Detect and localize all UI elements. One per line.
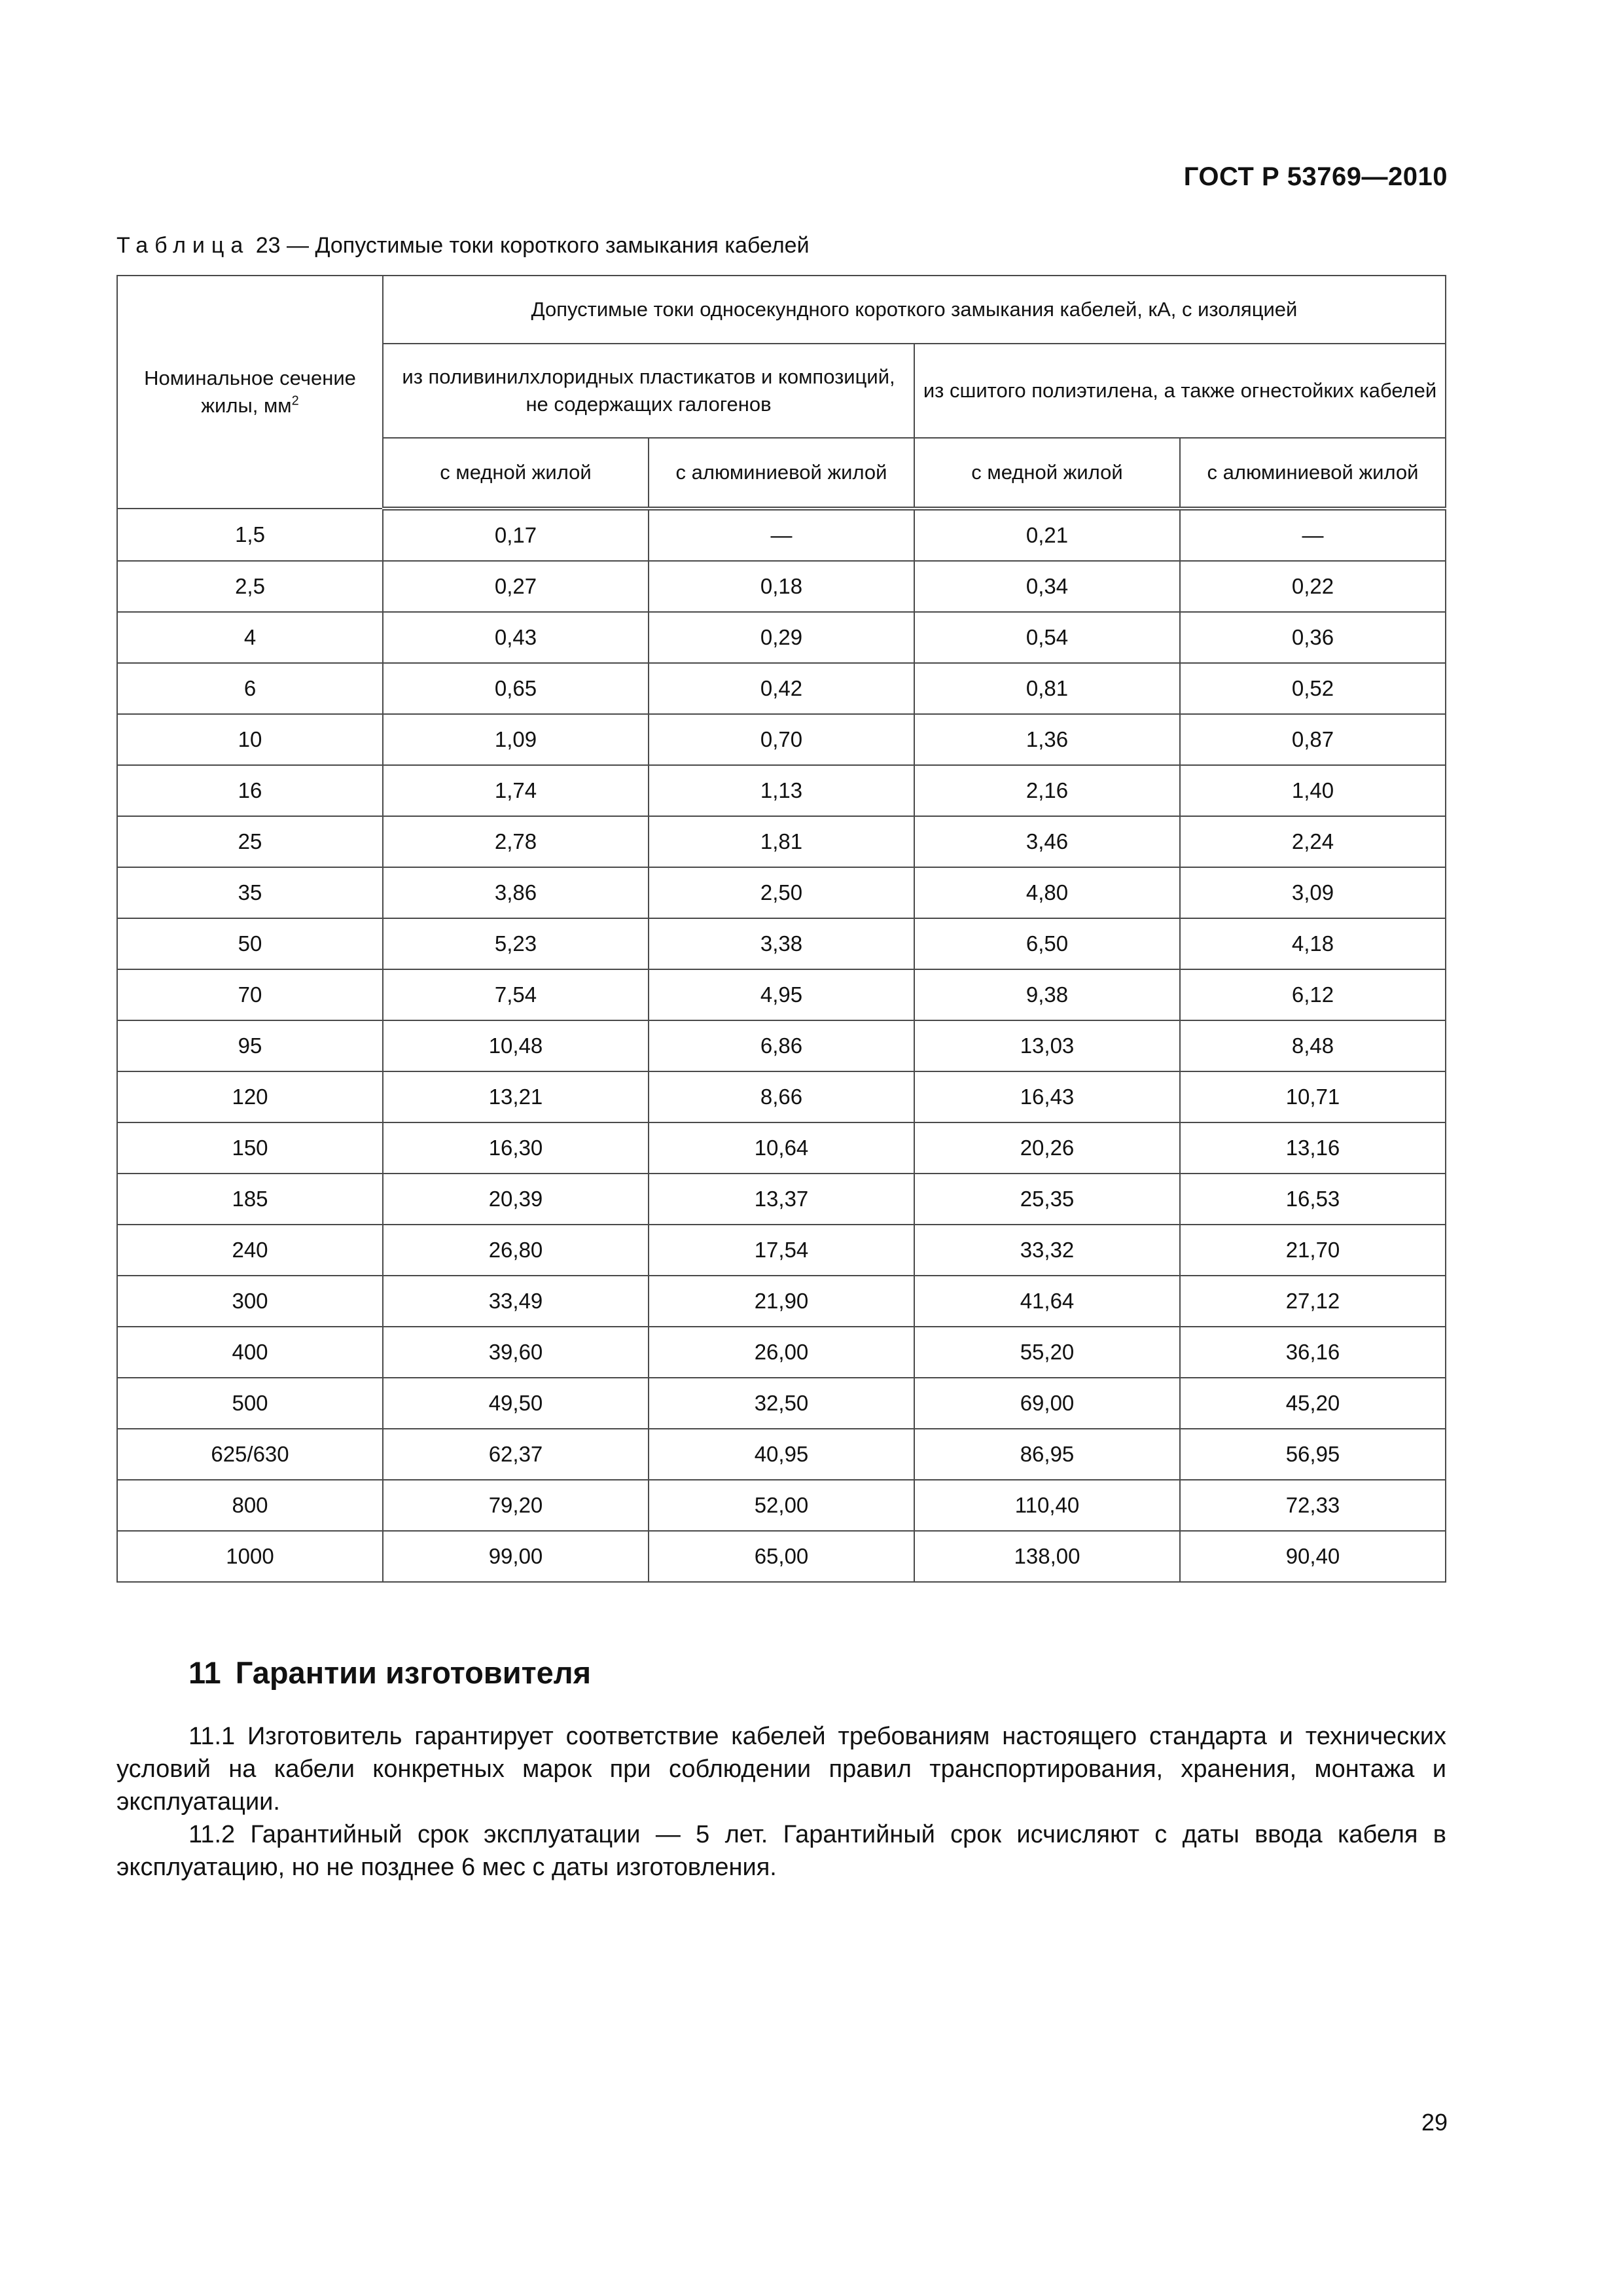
header-pvc-aluminium: с алюминиевой жилой <box>649 438 914 509</box>
xlpe-aluminium-cell: — <box>1180 509 1446 561</box>
pvc-copper-cell: 26,80 <box>383 1225 649 1276</box>
xlpe-copper-cell: 69,00 <box>914 1378 1180 1429</box>
table-row <box>117 1020 1446 1071</box>
table-row <box>117 1122 1446 1174</box>
table-row <box>117 765 1446 816</box>
xlpe-aluminium-cell: 2,24 <box>1180 816 1446 867</box>
pvc-aluminium-cell: 32,50 <box>649 1378 914 1429</box>
cross-section-cell: 625/630 <box>117 1429 383 1480</box>
xlpe-aluminium-cell: 36,16 <box>1180 1327 1446 1378</box>
paragraph-11-1 <box>116 1720 1446 1818</box>
xlpe-copper-cell: 2,16 <box>914 765 1180 816</box>
xlpe-aluminium-cell: 3,09 <box>1180 867 1446 918</box>
header-xlpe-aluminium: с алюминиевой жилой <box>1180 438 1446 509</box>
header-cross-section-label: Номинальное сечение жилы, мм <box>144 367 356 417</box>
table-row <box>117 1480 1446 1531</box>
xlpe-aluminium-cell: 72,33 <box>1180 1480 1446 1531</box>
xlpe-copper-cell: 20,26 <box>914 1122 1180 1174</box>
pvc-copper-cell: 0,17 <box>383 509 649 561</box>
xlpe-copper-cell: 0,54 <box>914 612 1180 663</box>
cross-section-cell: 6 <box>117 663 383 714</box>
xlpe-copper-cell: 4,80 <box>914 867 1180 918</box>
pvc-aluminium-cell: 40,95 <box>649 1429 914 1480</box>
table-row <box>117 561 1446 612</box>
pvc-aluminium-cell: 0,42 <box>649 663 914 714</box>
pvc-aluminium-cell: 4,95 <box>649 969 914 1020</box>
table-row <box>117 1276 1446 1327</box>
cross-section-cell: 150 <box>117 1122 383 1174</box>
xlpe-copper-cell: 41,64 <box>914 1276 1180 1327</box>
xlpe-copper-cell: 86,95 <box>914 1429 1180 1480</box>
pvc-copper-cell: 99,00 <box>383 1531 649 1582</box>
paragraph-11-2-text: 11.2 Гарантийный срок эксплуатации — 5 лет. Гарантийный срок исчисляют с даты ввода кабеля в эксплуатацию, но не позднее 6 мес с даты изготовления. <box>116 1821 1446 1881</box>
header-current-group: Допустимые токи односекундного короткого замыкания кабелей, кА, с изоляцией <box>383 276 1446 344</box>
xlpe-copper-cell: 138,00 <box>914 1531 1180 1582</box>
cross-section-cell: 400 <box>117 1327 383 1378</box>
pvc-copper-cell: 39,60 <box>383 1327 649 1378</box>
table-row <box>117 918 1446 969</box>
pvc-aluminium-cell: 3,38 <box>649 918 914 969</box>
xlpe-aluminium-cell: 90,40 <box>1180 1531 1446 1582</box>
xlpe-aluminium-cell: 16,53 <box>1180 1174 1446 1225</box>
cross-section-cell: 10 <box>117 714 383 765</box>
table-row <box>117 612 1446 663</box>
table-caption <box>116 233 810 259</box>
section-number: 11 <box>188 1655 221 1690</box>
page-number: 29 <box>1421 2109 1448 2136</box>
xlpe-aluminium-cell: 0,22 <box>1180 561 1446 612</box>
xlpe-aluminium-cell: 8,48 <box>1180 1020 1446 1071</box>
table-row <box>117 1225 1446 1276</box>
pvc-aluminium-cell: 0,70 <box>649 714 914 765</box>
cross-section-cell: 120 <box>117 1071 383 1122</box>
xlpe-aluminium-cell: 6,12 <box>1180 969 1446 1020</box>
xlpe-aluminium-cell: 56,95 <box>1180 1429 1446 1480</box>
pvc-aluminium-cell: 65,00 <box>649 1531 914 1582</box>
pvc-aluminium-cell: 1,13 <box>649 765 914 816</box>
document-code: ГОСТ Р 53769—2010 <box>1183 162 1448 191</box>
xlpe-aluminium-cell: 0,87 <box>1180 714 1446 765</box>
pvc-copper-cell: 0,27 <box>383 561 649 612</box>
cross-section-cell: 1000 <box>117 1531 383 1582</box>
xlpe-copper-cell: 25,35 <box>914 1174 1180 1225</box>
cross-section-cell: 25 <box>117 816 383 867</box>
table-row <box>117 714 1446 765</box>
pvc-aluminium-cell: 10,64 <box>649 1122 914 1174</box>
cross-section-cell: 800 <box>117 1480 383 1531</box>
cross-section-cell: 1,5 <box>117 509 383 561</box>
xlpe-aluminium-cell: 0,52 <box>1180 663 1446 714</box>
xlpe-copper-cell: 9,38 <box>914 969 1180 1020</box>
header-pvc-insulation: из поливинилхлоридных пластикатов и композиций, не содержащих галогенов <box>383 344 914 438</box>
cross-section-cell: 185 <box>117 1174 383 1225</box>
table-row <box>117 1429 1446 1480</box>
xlpe-aluminium-cell: 10,71 <box>1180 1071 1446 1122</box>
table-body <box>117 509 1446 1582</box>
table-row <box>117 969 1446 1020</box>
table-caption-text: 23 — Допустимые токи короткого замыкания кабелей <box>249 233 810 258</box>
pvc-aluminium-cell: 26,00 <box>649 1327 914 1378</box>
header-pvc-copper: с медной жилой <box>383 438 649 509</box>
xlpe-copper-cell: 0,21 <box>914 509 1180 561</box>
paragraph-11-1-text: 11.1 Изготовитель гарантирует соответствие кабелей требованиям настоящего стандарта и технических условий на кабели конкретных марок при соблюдении правил транспортирования, хранения, монтажа и эксплуатации. <box>116 1723 1446 1816</box>
xlpe-copper-cell: 1,36 <box>914 714 1180 765</box>
xlpe-aluminium-cell: 13,16 <box>1180 1122 1446 1174</box>
paragraph-11-2 <box>116 1818 1446 1884</box>
pvc-copper-cell: 1,74 <box>383 765 649 816</box>
cross-section-cell: 2,5 <box>117 561 383 612</box>
cross-section-cell: 500 <box>117 1378 383 1429</box>
header-cross-section <box>117 276 383 509</box>
pvc-copper-cell: 62,37 <box>383 1429 649 1480</box>
table-row <box>117 1378 1446 1429</box>
cross-section-cell: 4 <box>117 612 383 663</box>
table-caption-prefix: Таблица <box>116 233 250 258</box>
short-circuit-currents-table <box>116 275 1446 1583</box>
pvc-copper-cell: 49,50 <box>383 1378 649 1429</box>
pvc-aluminium-cell: 0,29 <box>649 612 914 663</box>
pvc-copper-cell: 3,86 <box>383 867 649 918</box>
cross-section-cell: 35 <box>117 867 383 918</box>
pvc-copper-cell: 7,54 <box>383 969 649 1020</box>
pvc-aluminium-cell: 52,00 <box>649 1480 914 1531</box>
xlpe-copper-cell: 33,32 <box>914 1225 1180 1276</box>
section-heading <box>188 1655 591 1691</box>
cross-section-cell: 300 <box>117 1276 383 1327</box>
xlpe-copper-cell: 110,40 <box>914 1480 1180 1531</box>
xlpe-copper-cell: 16,43 <box>914 1071 1180 1122</box>
xlpe-aluminium-cell: 0,36 <box>1180 612 1446 663</box>
header-cross-section-sup: 2 <box>291 393 299 408</box>
xlpe-copper-cell: 0,34 <box>914 561 1180 612</box>
header-xlpe-insulation: из сшитого полиэтилена, а также огнестойких кабелей <box>914 344 1446 438</box>
pvc-aluminium-cell: 1,81 <box>649 816 914 867</box>
pvc-copper-cell: 1,09 <box>383 714 649 765</box>
header-xlpe-copper: с медной жилой <box>914 438 1180 509</box>
table-row <box>117 816 1446 867</box>
pvc-copper-cell: 33,49 <box>383 1276 649 1327</box>
pvc-copper-cell: 0,65 <box>383 663 649 714</box>
table-row <box>117 1327 1446 1378</box>
pvc-aluminium-cell: 21,90 <box>649 1276 914 1327</box>
cross-section-cell: 70 <box>117 969 383 1020</box>
cross-section-cell: 16 <box>117 765 383 816</box>
pvc-copper-cell: 5,23 <box>383 918 649 969</box>
table-row <box>117 663 1446 714</box>
pvc-aluminium-cell: 8,66 <box>649 1071 914 1122</box>
table-row <box>117 867 1446 918</box>
pvc-aluminium-cell: 13,37 <box>649 1174 914 1225</box>
xlpe-copper-cell: 6,50 <box>914 918 1180 969</box>
pvc-copper-cell: 13,21 <box>383 1071 649 1122</box>
xlpe-aluminium-cell: 4,18 <box>1180 918 1446 969</box>
pvc-copper-cell: 20,39 <box>383 1174 649 1225</box>
cross-section-cell: 240 <box>117 1225 383 1276</box>
table-row <box>117 1071 1446 1122</box>
cross-section-cell: 95 <box>117 1020 383 1071</box>
xlpe-aluminium-cell: 45,20 <box>1180 1378 1446 1429</box>
xlpe-aluminium-cell: 21,70 <box>1180 1225 1446 1276</box>
pvc-aluminium-cell: 6,86 <box>649 1020 914 1071</box>
table-row <box>117 509 1446 561</box>
pvc-aluminium-cell: — <box>649 509 914 561</box>
xlpe-copper-cell: 55,20 <box>914 1327 1180 1378</box>
xlpe-aluminium-cell: 27,12 <box>1180 1276 1446 1327</box>
pvc-copper-cell: 0,43 <box>383 612 649 663</box>
pvc-copper-cell: 16,30 <box>383 1122 649 1174</box>
pvc-copper-cell: 79,20 <box>383 1480 649 1531</box>
section-title: Гарантии изготовителя <box>235 1655 592 1690</box>
xlpe-copper-cell: 13,03 <box>914 1020 1180 1071</box>
xlpe-aluminium-cell: 1,40 <box>1180 765 1446 816</box>
xlpe-copper-cell: 0,81 <box>914 663 1180 714</box>
cross-section-cell: 50 <box>117 918 383 969</box>
pvc-aluminium-cell: 2,50 <box>649 867 914 918</box>
table-row <box>117 1174 1446 1225</box>
pvc-copper-cell: 10,48 <box>383 1020 649 1071</box>
pvc-copper-cell: 2,78 <box>383 816 649 867</box>
table-row <box>117 1531 1446 1582</box>
xlpe-copper-cell: 3,46 <box>914 816 1180 867</box>
pvc-aluminium-cell: 17,54 <box>649 1225 914 1276</box>
pvc-aluminium-cell: 0,18 <box>649 561 914 612</box>
